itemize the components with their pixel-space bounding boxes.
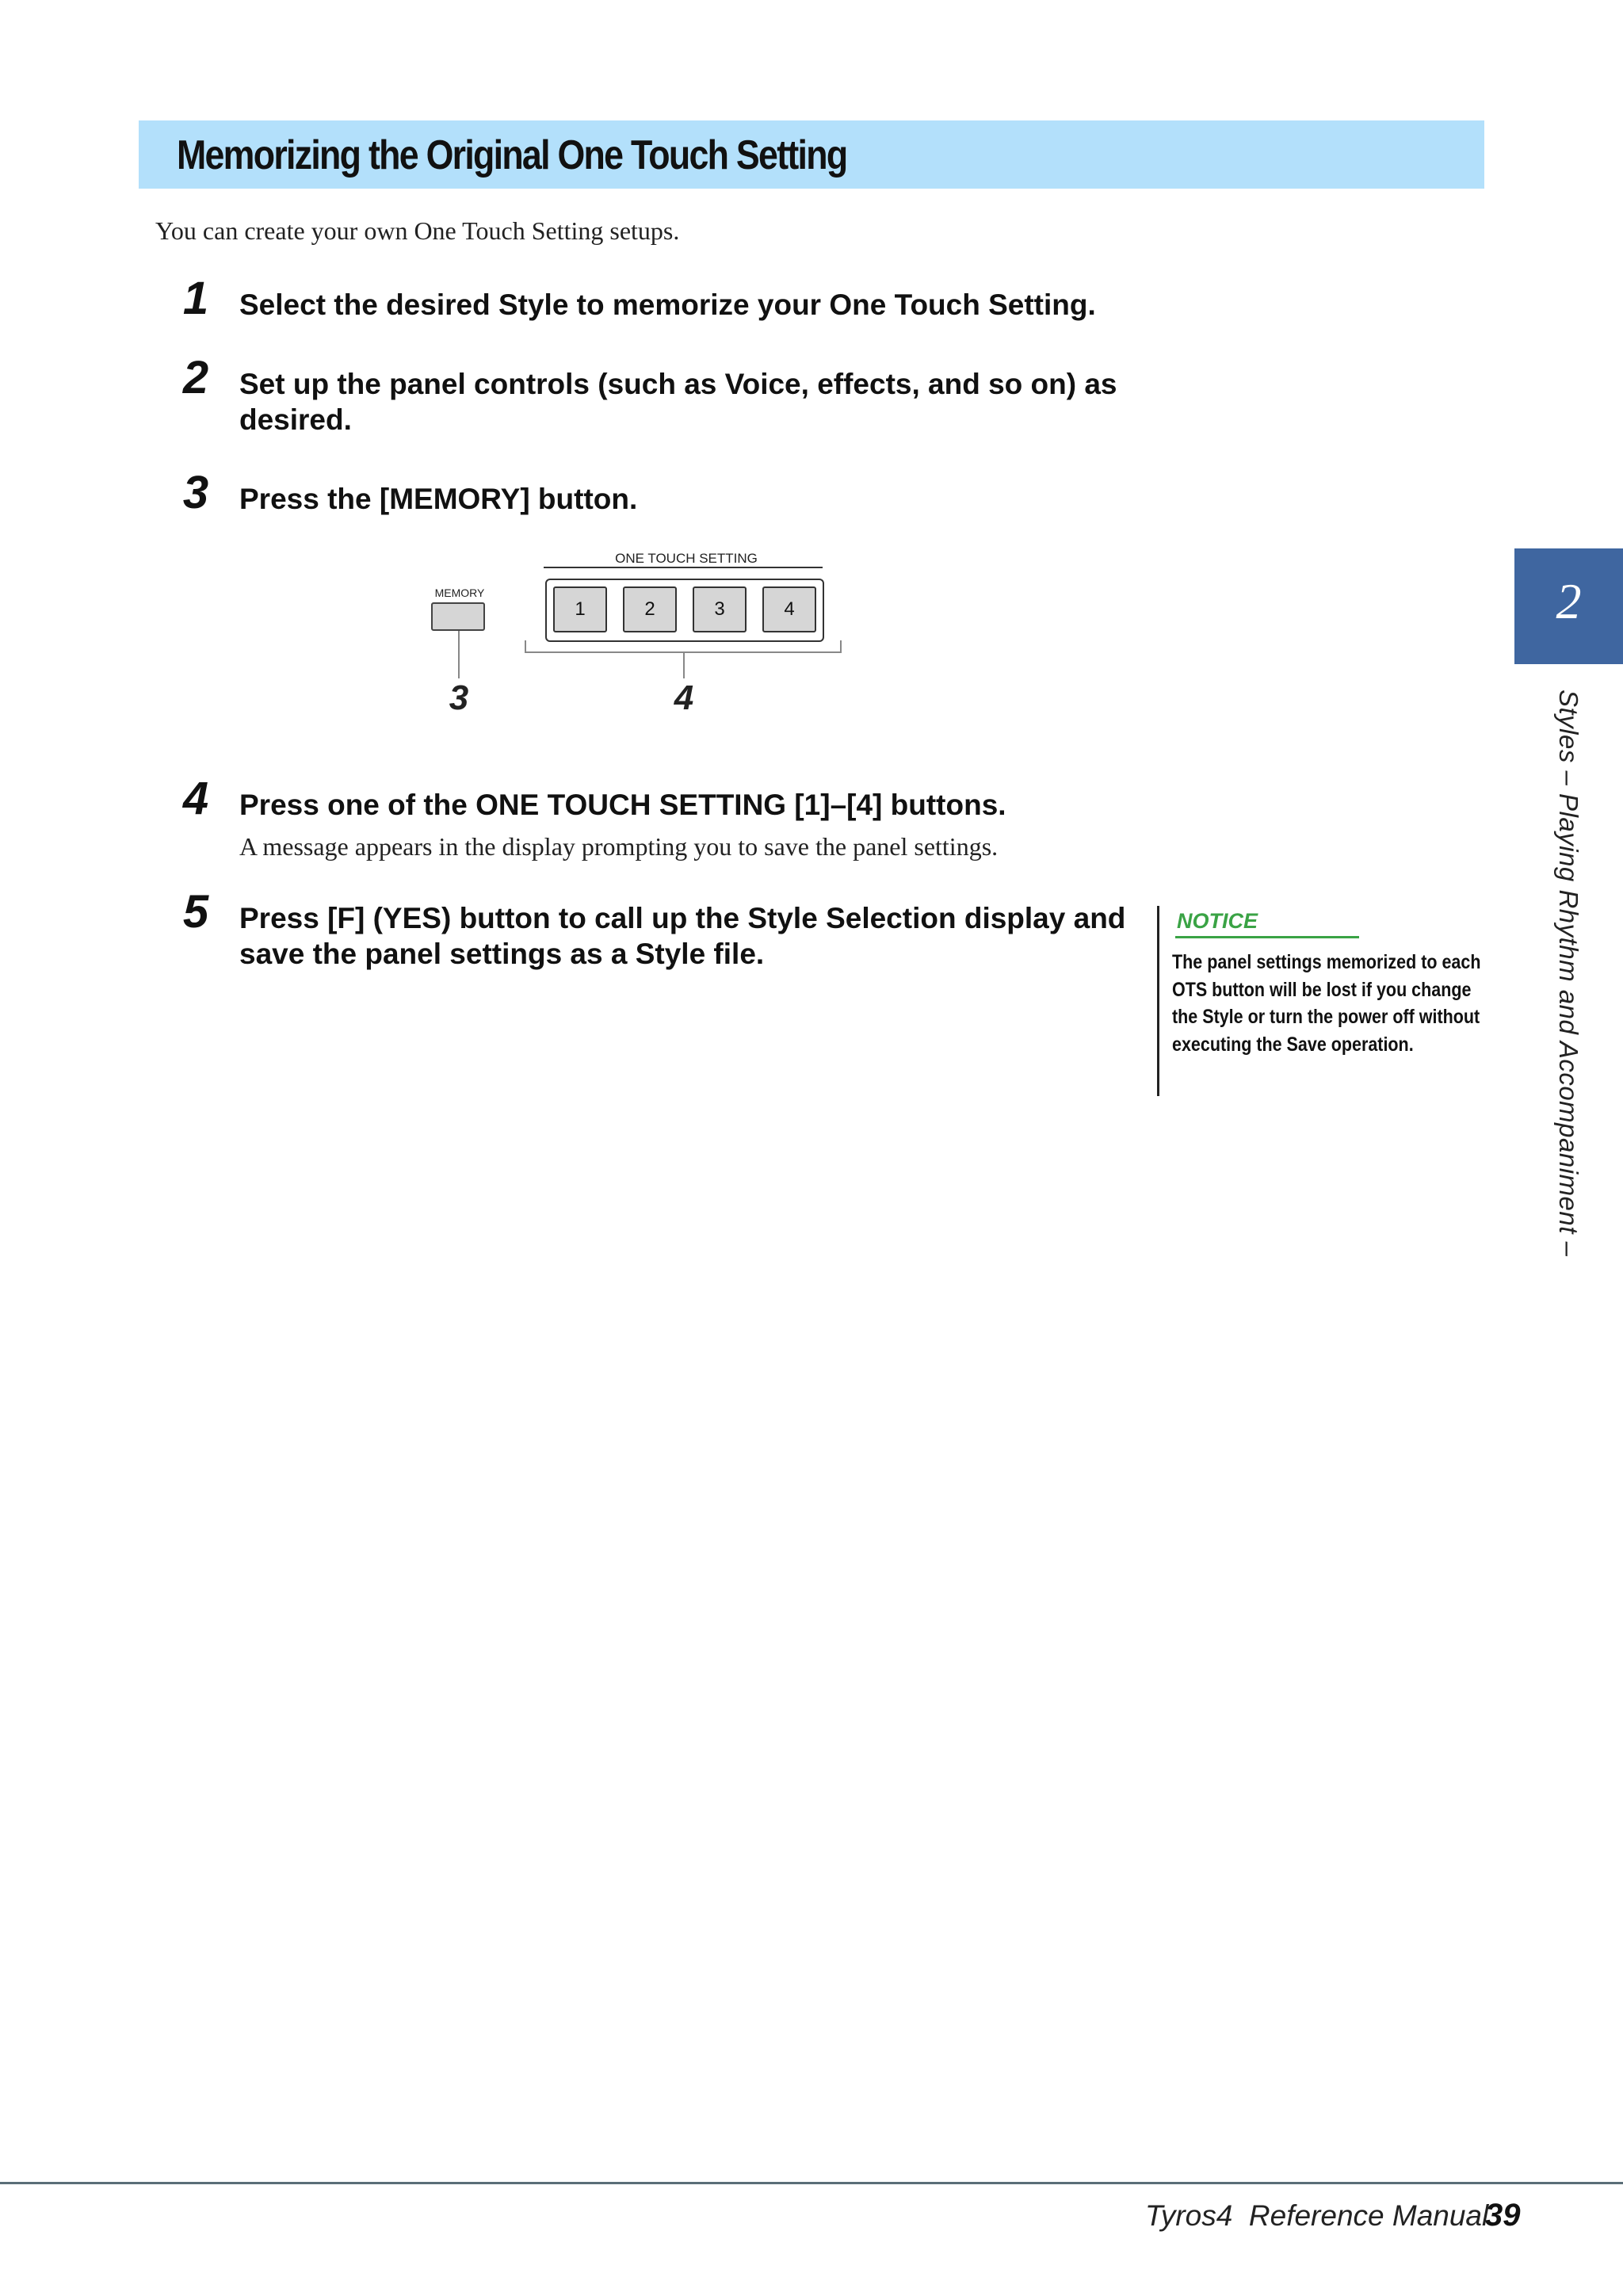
ots-button-2: 2 xyxy=(623,586,677,632)
chapter-label-text: Styles – Playing Rhythm and Accompaniment – xyxy=(1554,690,1583,1257)
ots-button-group xyxy=(545,579,824,642)
ots-bracket xyxy=(525,640,842,653)
notice-title: NOTICE xyxy=(1177,909,1258,933)
memory-label: MEMORY xyxy=(434,586,485,599)
footer-rule xyxy=(0,2182,1623,2184)
callout-3: 3 xyxy=(449,678,469,717)
memory-button xyxy=(431,602,485,631)
ots-label: ONE TOUCH SETTING xyxy=(615,551,758,566)
panel-diagram xyxy=(420,547,864,729)
step-text-3: Press the [MEMORY] button. xyxy=(239,483,638,515)
step-number-2: 2 xyxy=(182,352,209,403)
ots-label-rule xyxy=(544,567,823,568)
chapter-tab xyxy=(1514,548,1623,664)
step-number-1: 1 xyxy=(182,273,209,324)
footer-manual-title: Tyros4 Reference Manual xyxy=(1145,2199,1489,2232)
step-detail-4: A message appears in the display prompting you to save the panel settings. xyxy=(239,832,999,861)
memory-callout-line xyxy=(458,631,460,678)
step-text-2: Set up the panel controls (such as Voice, effects, and so on) as desired. xyxy=(239,368,1117,436)
ots-button-3: 3 xyxy=(693,586,747,632)
step-number-5: 5 xyxy=(182,886,209,938)
notice-box xyxy=(1157,906,1492,1096)
step-text-5: Press [F] (YES) button to call up the Style Selection display and save the panel settings as a Style file. xyxy=(239,902,1126,970)
section-title: Memorizing the Original One Touch Setting xyxy=(177,132,847,178)
notice-rule xyxy=(1175,936,1359,938)
ots-callout-line xyxy=(683,653,685,678)
section-header xyxy=(139,120,1484,189)
step-number-3: 3 xyxy=(182,467,209,518)
callout-4: 4 xyxy=(674,678,694,717)
ots-button-1: 1 xyxy=(553,586,607,632)
notice-body: The panel settings memorized to each OTS button will be lost if you change the Style or turn the power off without executing the Save operation. xyxy=(1172,951,1481,1056)
page-number: 39 xyxy=(1485,2198,1521,2233)
step-text-4: Press one of the ONE TOUCH SETTING [1]–[4] buttons. xyxy=(239,789,1006,821)
chapter-number: 2 xyxy=(1556,573,1582,629)
step-text-1: Select the desired Style to memorize your One Touch Setting. xyxy=(239,288,1096,321)
step-number-4: 4 xyxy=(182,773,209,824)
ots-button-4: 4 xyxy=(762,586,816,632)
intro-text: You can create your own One Touch Setting setups. xyxy=(155,216,680,245)
